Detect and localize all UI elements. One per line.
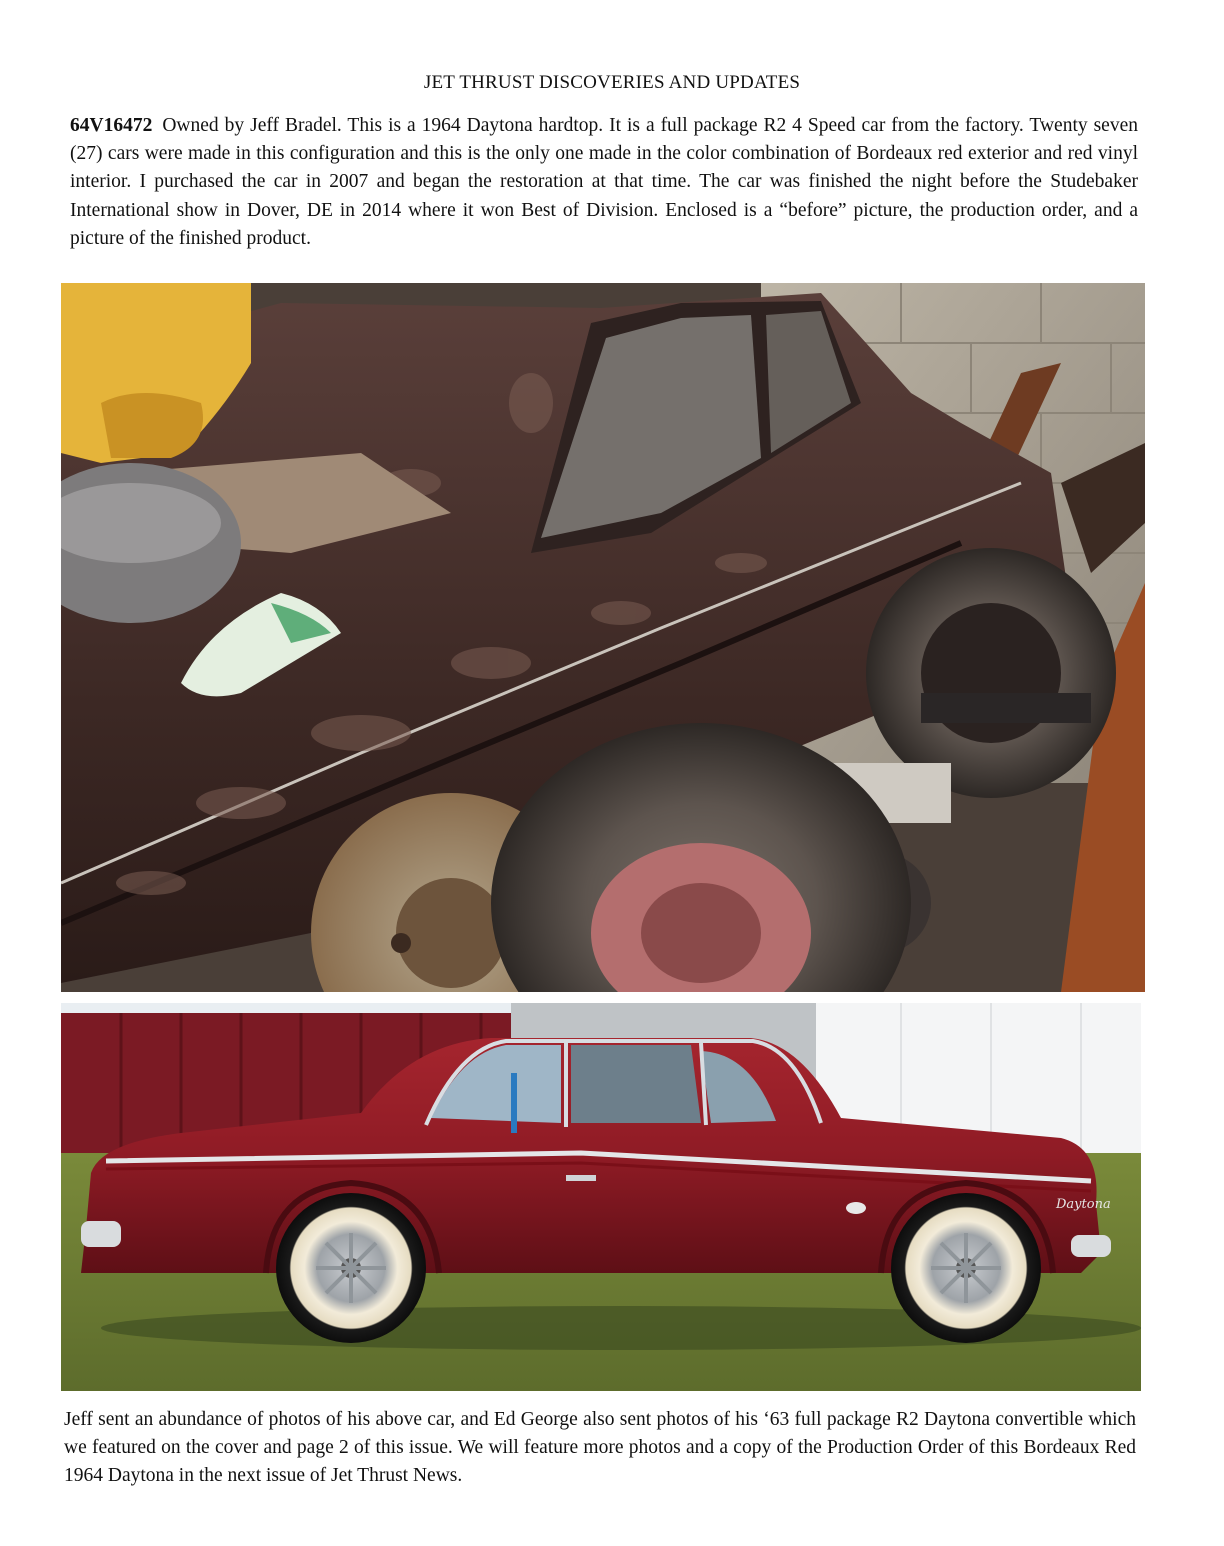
- before-photo: [61, 283, 1145, 992]
- intro-paragraph: [70, 112, 1138, 253]
- intro-text: Owned by Jeff Bradel. This is a 1964 Daytona hardtop. It is a full package R2 4 Speed car from the factory. Twenty seven (27) cars were made in this configuration and this is the only one made in the color combination of Bordeaux red exterior and red vinyl interior. I purchased the car in 2007 and began the restoration at that time. The car was finished the night before the Studebaker International show in Dover, DE in 2014 where it won Best of Division. Enclosed is a “before” picture, the production order, and a picture of the finished product.: [70, 115, 1138, 249]
- page-title: JET THRUST DISCOVERIES AND UPDATES: [423, 72, 801, 93]
- after-photo: [61, 1003, 1141, 1391]
- daytona-script-badge: Daytona: [1056, 1197, 1111, 1212]
- closing-paragraph: Jeff sent an abundance of photos of his above car, and Ed George also sent photos of his ‘63 full package R2 Daytona convertible which we featured on the cover and page 2 of this issue. We will feature more photos and a copy of the Production Order of this Bordeaux Red 1964 Daytona in the next issue of Jet Thrust News.: [64, 1409, 1136, 1487]
- vin-number: 64V16472: [70, 115, 153, 136]
- after-photo-illustration: [61, 1003, 1141, 1391]
- before-photo-illustration: [61, 283, 1145, 992]
